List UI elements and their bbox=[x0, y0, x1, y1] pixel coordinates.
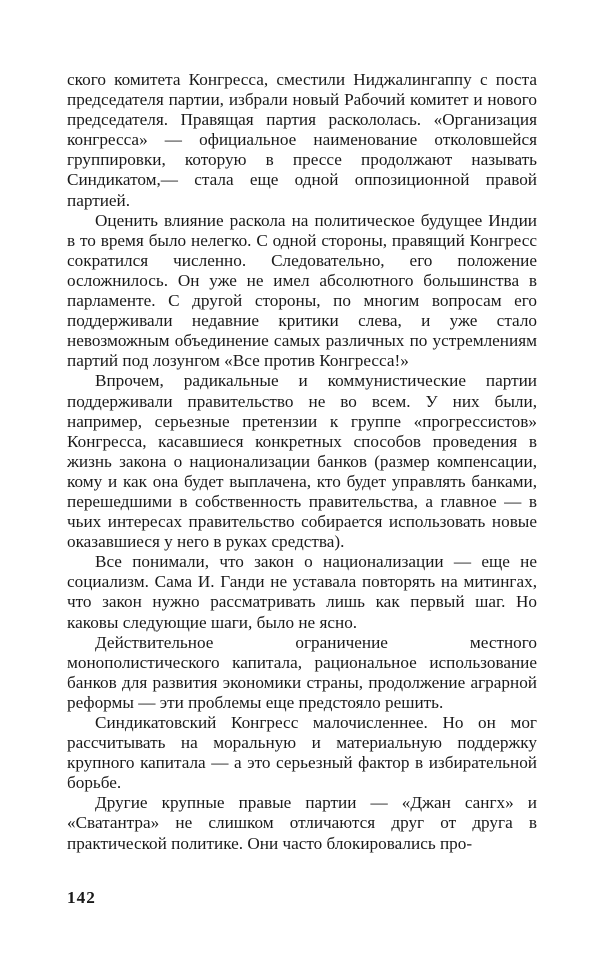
paragraph-radical-parties: Впрочем, радикальные и коммунистические партии поддерживали правительство не во всем. У них были, например, серьезные претензии к группе «прогрессистов» Конгресса, касавшиеся конкретных способов проведения в жизнь закона о национализации банков (размер компенсации, кому и как она будет выплачена, кто будет управлять банками, перешедшими в собственность правительства, а главное — в чьих интересах правительство собирается использовать новые оказавшиеся у него в руках средства). bbox=[67, 371, 537, 552]
paragraph-right-parties: Другие крупные правые партии — «Джан сангх» и «Сватантра» не слишком отличаются друг от друга в практической политике. Они часто блокировались про- bbox=[67, 793, 537, 853]
paragraph-syndicate-congress: Синдикатовский Конгресс малочисленнее. Но он мог рассчитывать на моральную и материальную поддержку крупного капитала — а это серьезный фактор в избирательной борьбе. bbox=[67, 713, 537, 793]
paragraph-continued: ского комитета Конгресса, сместили Ниджалингаппу с поста председателя партии, избрали новый Рабочий комитет и нового председателя. Правящая партия раскололась. «Организация конгресса» — официальное наименование отколовшейся группировки, которую в прессе продолжают называть Синдикатом,— стала еще одной оппозиционной правой партией. bbox=[67, 70, 537, 210]
paragraph-split-impact: Оценить влияние раскола на политическое будущее Индии в то время было нелегко. С одной стороны, правящий Конгресс сократился численно. Следовательно, его положение осложнилось. Он уже не имел абсолютного большинства в парламенте. С другой стороны, по многим вопросам его поддерживали недавние критики слева, и уже стало невозможным объединение самых различных по устремлениям партий под лозунгом «Все против Конгресса!» bbox=[67, 210, 537, 371]
paragraph-monopoly-limits: Действительное ограничение местного монополистического капитала, рациональное использование банков для развития экономики страны, продолжение аграрной реформы — эти проблемы еще предстояло решить. bbox=[67, 632, 537, 712]
paragraph-nationalization: Все понимали, что закон о национализации — еще не социализм. Сама И. Ганди не уставала повторять на митингах, что закон нужно рассматривать лишь как первый шаг. Но каковы следующие шаги, было не ясно. bbox=[67, 552, 537, 632]
page-body bbox=[67, 70, 537, 854]
page-number: 142 bbox=[67, 888, 96, 907]
